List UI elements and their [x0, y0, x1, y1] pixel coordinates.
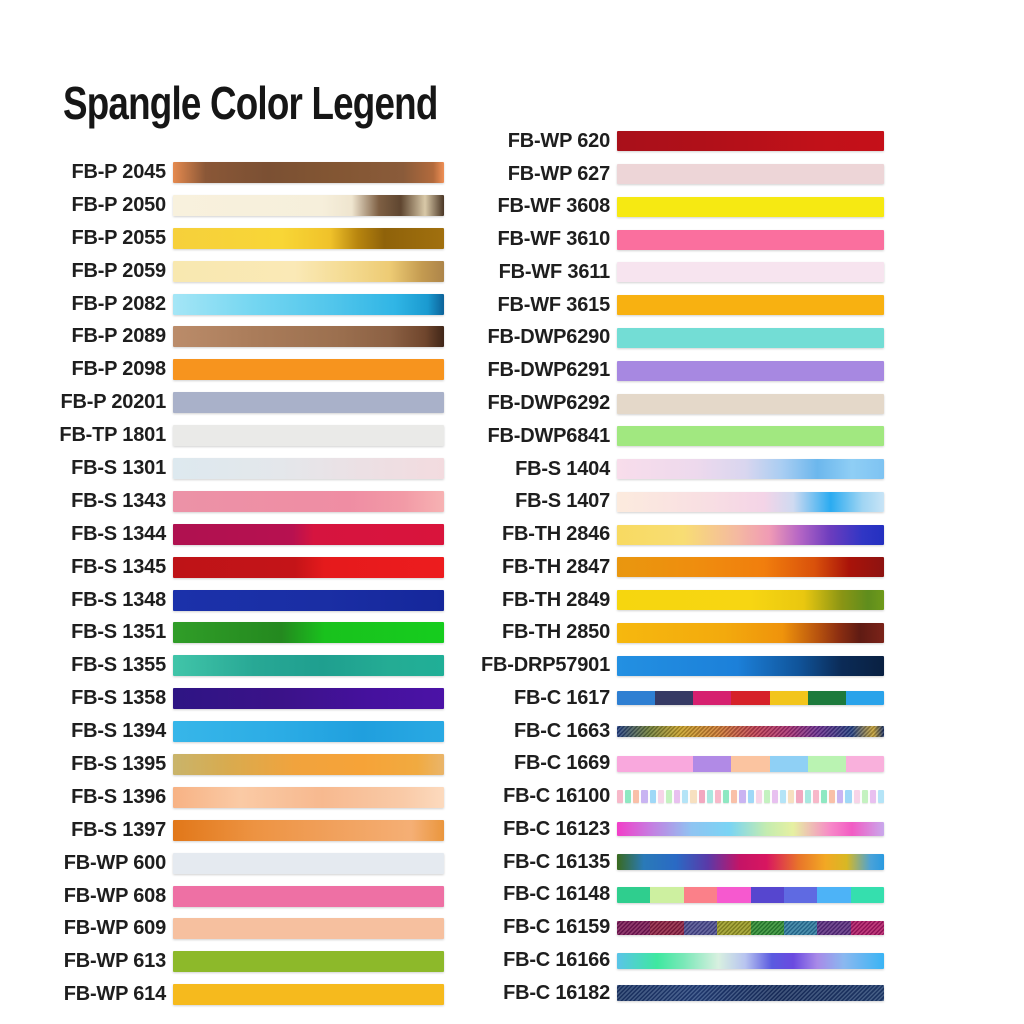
- legend-row: [58, 584, 444, 617]
- color-swatch: [173, 984, 444, 1005]
- swatch-label: FB-C 16100: [503, 785, 610, 808]
- legend-row: [58, 156, 444, 189]
- legend-column-right: [468, 125, 884, 1010]
- swatch-check: [666, 790, 672, 803]
- legend-row: [468, 551, 884, 584]
- swatch-label: FB-TP 1801: [59, 424, 166, 447]
- swatch-label: FB-C 16135: [503, 850, 610, 873]
- swatch-block: [693, 756, 731, 772]
- swatch-label: FB-S 1358: [71, 687, 166, 710]
- swatch-label: FB-WP 614: [63, 983, 166, 1006]
- swatch-label: FB-WF 3610: [497, 228, 610, 251]
- swatch-check: [780, 790, 786, 803]
- swatch-label: FB-TH 2849: [501, 588, 610, 611]
- color-swatch: [617, 394, 884, 414]
- swatch-label: FB-P 2098: [71, 358, 166, 381]
- swatch-label: FB-S 1407: [515, 490, 610, 513]
- legend-row: [58, 616, 444, 649]
- swatch-check: [658, 790, 664, 803]
- swatch-label: FB-S 1396: [71, 785, 166, 808]
- swatch-block: [650, 921, 683, 935]
- swatch-label: FB-TH 2850: [501, 621, 610, 644]
- legend-row: [58, 255, 444, 288]
- legend-row: [468, 387, 884, 420]
- swatch-label: FB-S 1397: [71, 818, 166, 841]
- swatch-check: [690, 790, 696, 803]
- swatch-block: [650, 887, 683, 903]
- swatch-check: [739, 790, 745, 803]
- color-swatch: [173, 655, 444, 676]
- color-swatch: [617, 822, 884, 836]
- color-swatch: [617, 459, 884, 479]
- swatch-check: [805, 790, 811, 803]
- legend-row: [468, 616, 884, 649]
- swatch-label: FB-C 16123: [503, 817, 610, 840]
- swatch-check: [731, 790, 737, 803]
- swatch-block: [846, 756, 884, 772]
- color-swatch: [173, 195, 444, 216]
- swatch-check: [772, 790, 778, 803]
- color-swatch: [173, 951, 444, 972]
- color-swatch: [617, 921, 884, 935]
- swatch-check: [674, 790, 680, 803]
- color-swatch: [617, 262, 884, 282]
- color-swatch: [617, 756, 884, 772]
- swatch-label: FB-P 2089: [71, 325, 166, 348]
- color-swatch: [617, 230, 884, 250]
- swatch-label: FB-S 1355: [71, 654, 166, 677]
- color-swatch: [173, 524, 444, 545]
- legend-row: [468, 584, 884, 617]
- swatch-check: [796, 790, 802, 803]
- swatch-block: [717, 921, 750, 935]
- legend-row: [468, 322, 884, 355]
- swatch-block: [684, 921, 717, 935]
- legend-row: [58, 452, 444, 485]
- swatch-label: FB-DWP6841: [487, 424, 610, 447]
- swatch-check: [854, 790, 860, 803]
- swatch-block: [817, 921, 850, 935]
- legend-row: [58, 978, 444, 1011]
- swatch-check: [723, 790, 729, 803]
- color-swatch: [617, 131, 884, 151]
- legend-column-left: [58, 156, 444, 1011]
- legend-row: [58, 320, 444, 353]
- swatch-check: [829, 790, 835, 803]
- color-swatch: [173, 886, 444, 907]
- legend-row: [58, 551, 444, 584]
- legend-row: [58, 485, 444, 518]
- swatch-label: FB-WF 3608: [497, 195, 610, 218]
- color-swatch: [617, 164, 884, 184]
- legend-row: [58, 715, 444, 748]
- swatch-label: FB-C 16182: [503, 981, 610, 1004]
- legend-row: [468, 715, 884, 748]
- legend-row: [468, 354, 884, 387]
- swatch-check: [821, 790, 827, 803]
- swatch-label: FB-TH 2846: [501, 523, 610, 546]
- swatch-label: FB-WF 3615: [497, 293, 610, 316]
- color-swatch: [173, 162, 444, 183]
- color-swatch: [173, 754, 444, 775]
- swatch-block: [655, 691, 693, 705]
- legend-row: [468, 944, 884, 977]
- legend-row: [468, 682, 884, 715]
- swatch-label: FB-WP 608: [63, 884, 166, 907]
- swatch-label: FB-WP 609: [63, 917, 166, 940]
- swatch-label: FB-WP 600: [63, 851, 166, 874]
- color-swatch: [173, 294, 444, 315]
- swatch-check: [715, 790, 721, 803]
- swatch-label: FB-P 2055: [71, 226, 166, 249]
- swatch-check: [862, 790, 868, 803]
- swatch-check: [650, 790, 656, 803]
- color-swatch: [173, 820, 444, 841]
- swatch-block: [617, 691, 655, 705]
- color-swatch: [617, 726, 884, 737]
- legend-row: [468, 289, 884, 322]
- color-swatch: [617, 426, 884, 446]
- legend-row: [58, 748, 444, 781]
- color-swatch: [173, 326, 444, 347]
- swatch-block: [617, 921, 650, 935]
- color-swatch: [617, 295, 884, 315]
- swatch-block: [851, 887, 884, 903]
- swatch-block: [851, 921, 884, 935]
- color-swatch: [173, 425, 444, 446]
- legend-row: [58, 814, 444, 847]
- swatch-label: FB-DWP6290: [487, 326, 610, 349]
- legend-row: [58, 682, 444, 715]
- swatch-block: [784, 887, 817, 903]
- swatch-label: FB-S 1343: [71, 489, 166, 512]
- legend-row: [468, 453, 884, 486]
- legend-row: [468, 879, 884, 912]
- swatch-label: FB-C 16166: [503, 949, 610, 972]
- swatch-label: FB-DWP6292: [487, 392, 610, 414]
- color-swatch: [617, 854, 884, 870]
- swatch-block: [617, 756, 655, 772]
- color-swatch: [617, 656, 884, 676]
- swatch-check: [870, 790, 876, 803]
- swatch-label: FB-S 1344: [71, 522, 166, 545]
- swatch-block: [731, 691, 769, 705]
- color-swatch: [617, 197, 884, 217]
- color-swatch: [173, 622, 444, 643]
- swatch-block: [684, 887, 717, 903]
- legend-row: [468, 191, 884, 224]
- swatch-label: FB-P 2050: [71, 193, 166, 216]
- color-swatch: [173, 787, 444, 808]
- swatch-label: FB-WP 613: [63, 950, 166, 973]
- swatch-block: [655, 756, 693, 772]
- swatch-block: [731, 756, 769, 772]
- swatch-label: FB-S 1351: [71, 621, 166, 644]
- swatch-check: [682, 790, 688, 803]
- color-swatch: [617, 623, 884, 643]
- legend-row: [468, 846, 884, 879]
- legend-row: [58, 386, 444, 419]
- color-swatch: [617, 328, 884, 348]
- color-swatch: [173, 918, 444, 939]
- swatch-block: [808, 691, 846, 705]
- legend-row: [58, 649, 444, 682]
- color-swatch: [173, 557, 444, 578]
- legend-row: [58, 912, 444, 945]
- swatch-block: [770, 691, 808, 705]
- swatch-block: [717, 887, 750, 903]
- swatch-block: [751, 921, 784, 935]
- swatch-label: FB-C 16159: [503, 916, 610, 939]
- color-swatch: [617, 590, 884, 610]
- swatch-check: [845, 790, 851, 803]
- swatch-label: FB-P 2082: [71, 292, 166, 315]
- legend-row: [468, 649, 884, 682]
- legend-row: [58, 880, 444, 913]
- swatch-label: FB-WP 627: [507, 162, 610, 185]
- color-swatch: [617, 985, 884, 1001]
- swatch-label: FB-P 20201: [60, 391, 166, 414]
- swatch-block: [693, 691, 731, 705]
- swatch-block: [751, 887, 784, 903]
- swatch-label: FB-S 1395: [71, 752, 166, 775]
- swatch-check: [699, 790, 705, 803]
- swatch-check: [707, 790, 713, 803]
- swatch-label: FB-C 16148: [503, 883, 610, 906]
- color-swatch: [173, 688, 444, 709]
- swatch-label: FB-P 2059: [71, 259, 166, 282]
- swatch-label: FB-C 1617: [513, 686, 610, 709]
- swatch-label: FB-C 1663: [513, 719, 610, 742]
- legend-row: [58, 288, 444, 321]
- color-swatch: [173, 392, 444, 413]
- color-swatch: [617, 361, 884, 381]
- legend-row: [58, 518, 444, 551]
- legend-row: [58, 781, 444, 814]
- color-swatch: [173, 261, 444, 282]
- swatch-label: FB-DWP6291: [487, 359, 610, 382]
- page-title: Spangle Color Legend: [63, 77, 438, 129]
- color-swatch: [173, 359, 444, 380]
- color-swatch: [617, 525, 884, 545]
- swatch-check: [617, 790, 623, 803]
- color-swatch: [173, 491, 444, 512]
- swatch-check: [748, 790, 754, 803]
- swatch-block: [808, 756, 846, 772]
- color-swatch: [617, 691, 884, 705]
- legend-row: [468, 977, 884, 1010]
- legend-row: [58, 847, 444, 880]
- color-swatch: [173, 721, 444, 742]
- swatch-label: FB-S 1345: [71, 555, 166, 578]
- swatch-block: [770, 756, 808, 772]
- swatch-block: [784, 921, 817, 935]
- swatch-block: [617, 887, 650, 903]
- swatch-label: FB-S 1301: [71, 456, 166, 479]
- color-swatch: [173, 853, 444, 874]
- legend-row: [58, 222, 444, 255]
- legend-row: [468, 125, 884, 158]
- swatch-check: [625, 790, 631, 803]
- swatch-label: FB-C 1669: [513, 752, 610, 775]
- legend-row: [468, 223, 884, 256]
- swatch-check: [756, 790, 762, 803]
- swatch-label: FB-DRP57901: [481, 654, 610, 677]
- swatch-label: FB-WP 620: [507, 129, 610, 152]
- swatch-check: [633, 790, 639, 803]
- color-swatch: [617, 557, 884, 577]
- legend-row: [468, 780, 884, 813]
- legend-row: [58, 189, 444, 222]
- legend-row: [468, 158, 884, 191]
- legend-row: [58, 419, 444, 452]
- legend-row: [468, 256, 884, 289]
- legend-row: [468, 420, 884, 453]
- color-swatch: [617, 492, 884, 512]
- legend-row: [468, 518, 884, 551]
- legend-row: [468, 911, 884, 944]
- legend-row: [468, 748, 884, 781]
- swatch-block: [817, 887, 850, 903]
- swatch-check: [641, 790, 647, 803]
- color-swatch: [173, 228, 444, 249]
- swatch-check: [813, 790, 819, 803]
- legend-row: [468, 813, 884, 846]
- swatch-label: FB-P 2045: [71, 160, 166, 183]
- swatch-check: [837, 790, 843, 803]
- legend-row: [58, 353, 444, 386]
- swatch-check: [788, 790, 794, 803]
- color-swatch: [617, 790, 884, 803]
- legend-row: [468, 485, 884, 518]
- swatch-label: FB-WF 3611: [498, 260, 610, 283]
- swatch-label: FB-S 1404: [515, 457, 610, 480]
- swatch-block: [846, 691, 884, 705]
- color-swatch: [617, 953, 884, 969]
- legend-row: [58, 945, 444, 978]
- swatch-label: FB-S 1348: [71, 588, 166, 611]
- color-swatch: [173, 458, 444, 479]
- swatch-label: FB-S 1394: [71, 720, 166, 743]
- swatch-check: [878, 790, 884, 803]
- swatch-check: [764, 790, 770, 803]
- swatch-label: FB-TH 2847: [501, 555, 610, 578]
- color-swatch: [173, 590, 444, 611]
- color-swatch: [617, 887, 884, 903]
